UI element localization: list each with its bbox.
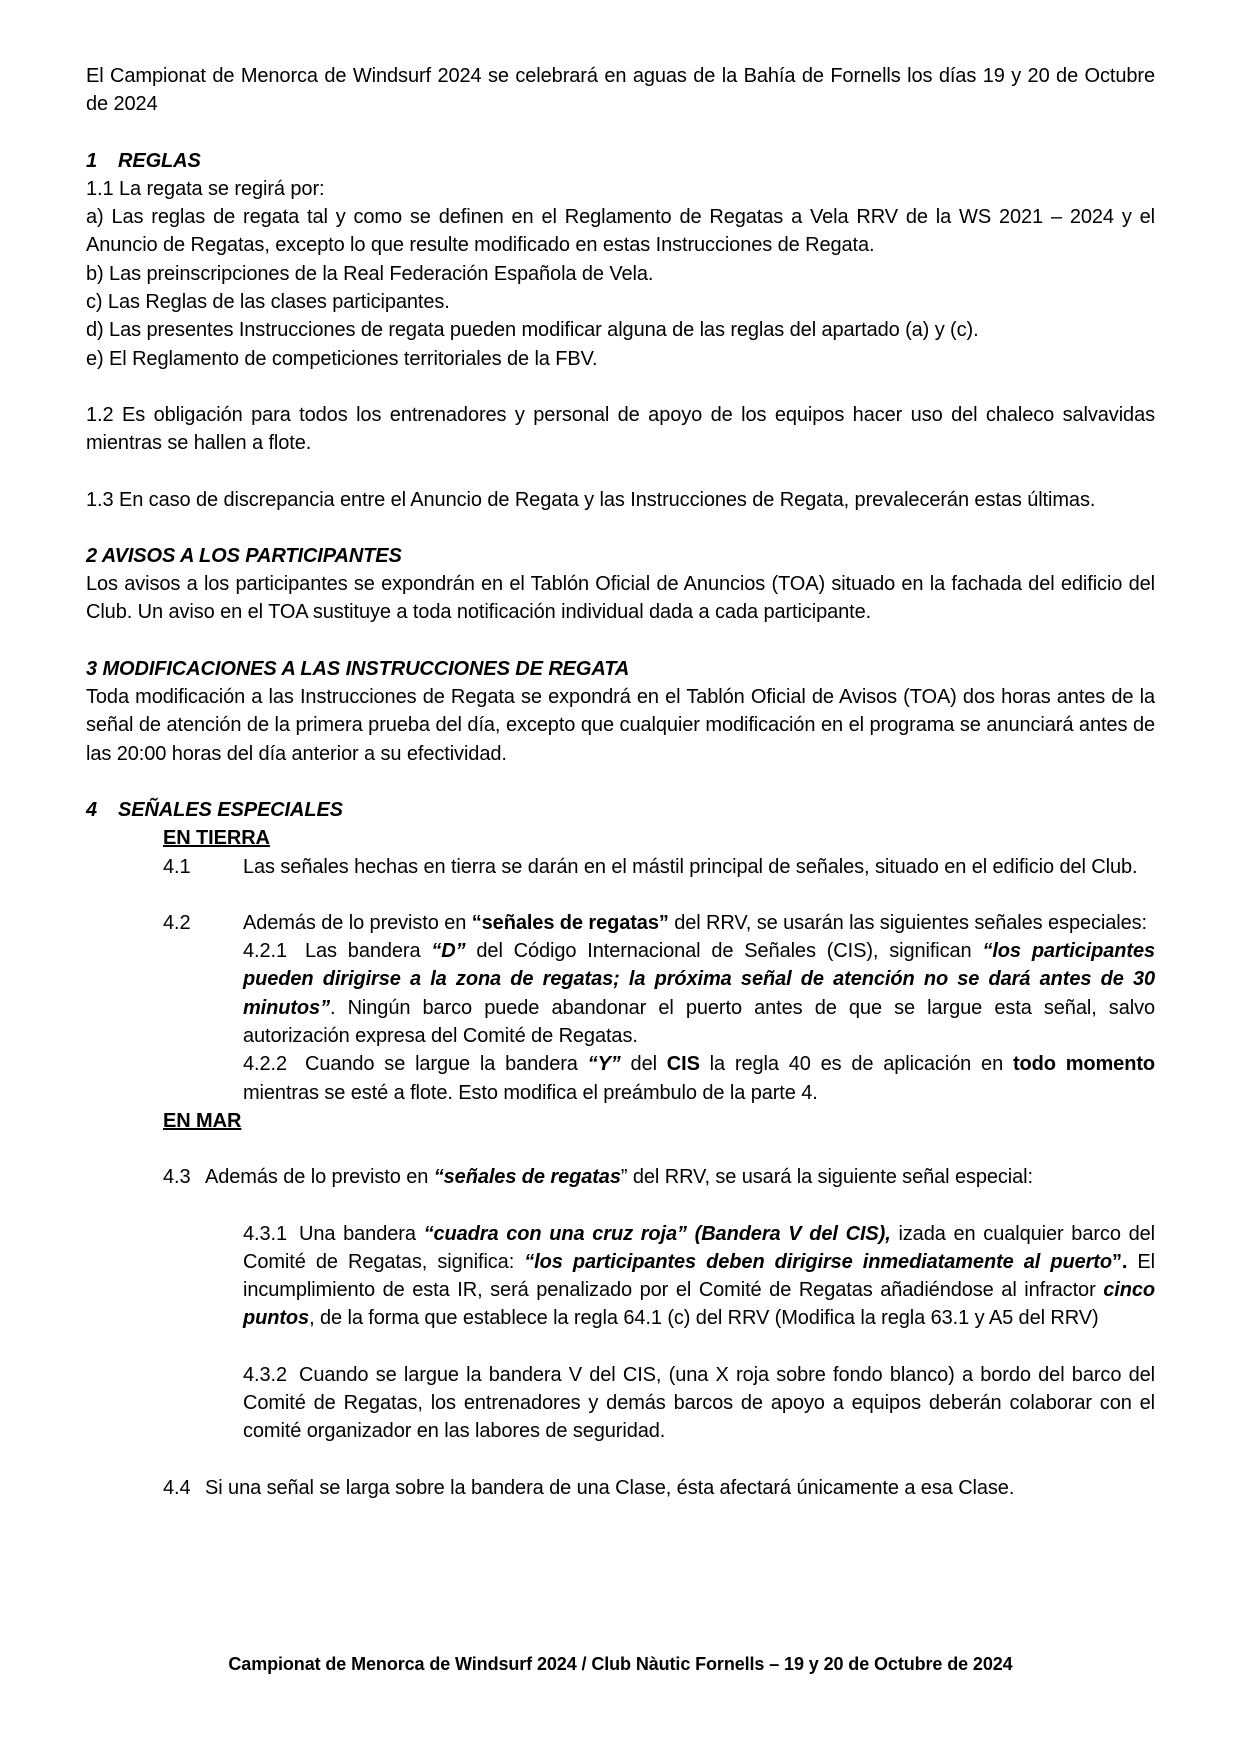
clause-4-2-1-text-2: del Código Internacional de Señales (CIS), significan <box>465 940 983 963</box>
clause-4-2-1-text-3: . Ningún barco puede abandonar el puerto antes de que se largue esta señal, salvo autorización expresa del Comité de Regatas. <box>243 996 1155 1048</box>
clause-4-3-text: Además de lo previsto en <box>205 1166 434 1189</box>
subheading-en-mar-label: EN MAR <box>163 1109 242 1132</box>
clause-4-4-text: Si una señal se larga sobre la bandera de una Clase, ésta afectará únicamente a esa Clase. <box>205 1476 1015 1499</box>
clause-4-3-1-number: 4.3.1 <box>243 1222 287 1245</box>
clause-1-1-item-c: c) Las Reglas de las clases participantes. <box>86 291 450 314</box>
clause-4-2-2-bold-phrase: todo momento <box>1012 1053 1155 1076</box>
clause-4-3-1-quote-close: ”. <box>1111 1250 1128 1273</box>
clause-4-2 <box>163 909 1155 937</box>
clause-4-2-1 <box>243 937 1155 1050</box>
clause-4-3-1-text-2: izada en cualquier barco del Comité de Regatas, significa: <box>243 1222 1155 1273</box>
intro-paragraph: El Campionat de Menorca de Windsurf 2024 se celebrará en aguas de la Bahía de Fornells los días 19 y 20 de Octubre de 2024 <box>86 65 1155 116</box>
clause-1-1-item-b: b) Las preinscripciones de la Real Federación Española de Vela. <box>86 262 654 285</box>
clause-1-2: 1.2 Es obligación para todos los entrenadores y personal de apoyo de los equipos hacer uso del chaleco salvavidas mientras se hallen a flote. <box>86 403 1155 455</box>
section-4-title: SEÑALES ESPECIALES <box>118 798 343 821</box>
clause-4-3-1-quote: “los participantes deben dirigirse inmediatamente al puerto <box>524 1250 1112 1273</box>
clause-4-1-text: Las señales hechas en tierra se darán en el mástil principal de señales, situado en el edificio del Club. <box>243 855 1138 878</box>
clause-1-1-item-e: e) El Reglamento de competiciones territoriales de la FBV. <box>86 347 598 370</box>
section-1-heading <box>86 147 1155 175</box>
subheading-en-tierra <box>163 824 1155 852</box>
clause-4-2-2-text: Cuando se largue la bandera <box>305 1053 588 1076</box>
clause-4-3-1-cinco-puntos: cinco puntos <box>243 1279 1155 1330</box>
clause-4-3-1-text-3: El incumplimiento de esta IR, será penalizado por el Comité de Regatas añadiéndose al infractor <box>243 1250 1155 1302</box>
clause-4-2-bold-phrase: “señales de regatas” <box>471 911 669 934</box>
section-3-paragraph: Toda modificación a las Instrucciones de Regata se expondrá en el Tablón Oficial de Avisos (TOA) dos horas antes de la señal de atención de la primera prueba del día, excepto que cualquier modificación en el programa se anunciará antes de las 20:00 horas del día anterior a su efectividad. <box>86 686 1155 765</box>
clause-4-2-1-flag-d: “D” <box>431 940 466 963</box>
clause-4-3-quote: “señales de regatas <box>433 1166 621 1189</box>
clause-4-2-2-number: 4.2.2 <box>243 1053 287 1076</box>
clause-4-2-number: 4.2 <box>163 911 191 934</box>
clause-4-2-1-number: 4.2.1 <box>243 940 287 963</box>
clause-4-3-1-text-4: , de la forma que establece la regla 64.1 (c) del RRV (Modifica la regla 63.1 y A5 del RRV) <box>309 1307 1099 1330</box>
clause-4-2-2-text-4: mientras se esté a flote. Esto modifica el preámbulo de la parte 4. <box>243 1081 818 1104</box>
clause-4-2-2-text-2: del <box>620 1053 667 1076</box>
clause-4-2-2 <box>243 1050 1155 1107</box>
section-2-heading: 2 AVISOS A LOS PARTICIPANTES <box>86 544 402 567</box>
clause-4-1-number: 4.1 <box>163 855 191 878</box>
clause-1-1-item-d: d) Las presentes Instrucciones de regata pueden modificar alguna de las reglas del apartado (a) y (c). <box>86 319 979 342</box>
clause-4-3-number: 4.3 <box>163 1166 191 1189</box>
section-1-title: REGLAS <box>118 149 201 172</box>
clause-4-4-number: 4.4 <box>163 1476 191 1499</box>
clause-4-3-2-number: 4.3.2 <box>243 1363 287 1386</box>
clause-4-3-1 <box>243 1220 1155 1333</box>
subheading-en-mar <box>163 1107 1155 1135</box>
clause-4-3-2-text: Cuando se largue la bandera V del CIS, (una X roja sobre fondo blanco) a bordo del barco del Comité de Regatas, los entrenadores y demás barcos de apoyo a equipos deberán colaborar con el comité organizador en las labores de seguridad. <box>243 1363 1155 1443</box>
clause-4-2-text-tail: del RRV, se usarán las siguientes señales especiales: <box>668 911 1147 934</box>
clause-4-3-1-text: Una bandera <box>299 1222 424 1245</box>
clause-4-2-2-cis: CIS <box>666 1053 700 1076</box>
clause-4-4 <box>163 1474 1155 1502</box>
section-1-number: 1 <box>86 149 98 172</box>
footer-line: Campionat de Menorca de Windsurf 2024 / Club Nàutic Fornells – 19 y 20 de Octubre de 2024 <box>228 1654 1013 1674</box>
subheading-en-tierra-label: EN TIERRA <box>163 827 270 850</box>
clause-4-2-2-text-3: la regla 40 es de aplicación en <box>699 1053 1013 1076</box>
clause-4-3-2 <box>243 1361 1155 1446</box>
clause-4-2-1-quote: “los participantes pueden dirigirse a la zona de regatas; la próxima señal de atención no se dará antes de 30 minutos” <box>243 940 1155 1019</box>
section-4-heading <box>86 796 1155 824</box>
clause-4-3-text-tail: ” del RRV, se usará la siguiente señal especial: <box>620 1166 1033 1189</box>
section-4-number: 4 <box>86 798 98 821</box>
clause-4-2-2-flag-y: “Y” <box>587 1053 621 1076</box>
clause-4-2-1-text: Las bandera <box>305 940 432 963</box>
clause-1-3: 1.3 En caso de discrepancia entre el Anuncio de Regata y las Instrucciones de Regata, prevalecerán estas últimas. <box>86 488 1096 511</box>
clause-4-3 <box>163 1163 1155 1191</box>
clause-1-1: 1.1 La regata se regirá por: <box>86 177 325 200</box>
clause-4-1 <box>163 853 1155 881</box>
section-2-paragraph: Los avisos a los participantes se expondrán en el Tablón Oficial de Anuncios (TOA) situado en la fachada del edificio del Club. Un aviso en el TOA sustituye a toda notificación individual dada a cada participante. <box>86 573 1155 624</box>
clause-4-3-1-flag-v: “cuadra con una cruz roja” (Bandera V del CIS), <box>423 1222 891 1245</box>
clause-4-2-text: Además de lo previsto en <box>243 911 472 934</box>
clause-1-1-item-a: a) Las reglas de regata tal y como se definen en el Reglamento de Regatas a Vela RRV de la WS 2021 – 2024 y el Anuncio de Regatas, excepto lo que resulte modificado en estas Instrucciones de Regata. <box>86 206 1155 257</box>
section-3-heading: 3 MODIFICACIONES A LAS INSTRUCCIONES DE REGATA <box>86 657 630 680</box>
